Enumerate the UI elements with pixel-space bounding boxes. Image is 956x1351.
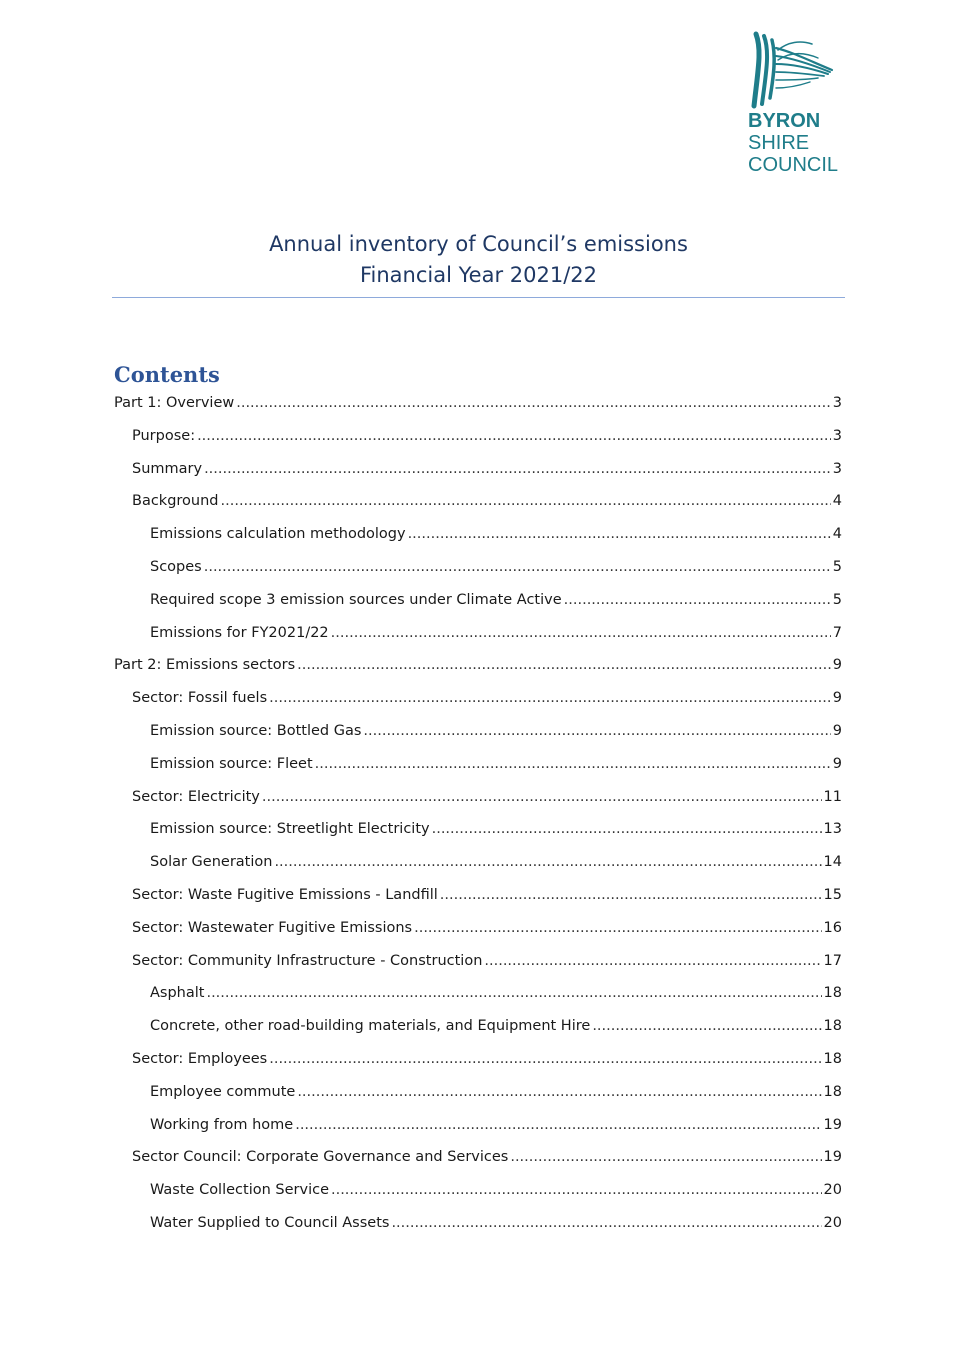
toc-entry[interactable] bbox=[150, 851, 842, 873]
toc-entry-label: Emissions for FY2021/22 bbox=[150, 624, 329, 641]
toc-entry[interactable] bbox=[132, 1048, 842, 1070]
toc-entry[interactable] bbox=[132, 950, 842, 972]
toc-entry[interactable] bbox=[150, 622, 842, 644]
toc-page-number: 18 bbox=[823, 1018, 842, 1035]
toc-dot-leader bbox=[363, 720, 830, 742]
toc-entry-label: Asphalt bbox=[150, 985, 205, 1002]
logo-line-council: COUNCIL bbox=[748, 154, 839, 176]
toc-entry-label: Working from home bbox=[150, 1116, 294, 1133]
toc-dot-leader bbox=[206, 982, 821, 1004]
logo-line-byron: BYRON bbox=[748, 110, 821, 132]
toc-entry-label: Emission source: Fleet bbox=[150, 755, 313, 772]
toc-entry-label: Required scope 3 emission sources under Climate Active bbox=[150, 591, 562, 608]
toc-entry[interactable] bbox=[132, 884, 842, 906]
toc-page-number: 4 bbox=[832, 526, 842, 543]
toc-dot-leader bbox=[274, 851, 821, 873]
toc-entry[interactable] bbox=[132, 786, 842, 808]
toc-entry-label: Sector: Fossil fuels bbox=[132, 690, 268, 707]
byron-shire-wave-logo-icon bbox=[748, 30, 836, 110]
toc-entry-label: Summary bbox=[132, 460, 203, 477]
toc-entry-label: Concrete, other road-building materials, and Equipment Hire bbox=[150, 1018, 591, 1035]
toc-page-number: 18 bbox=[823, 985, 842, 1002]
toc-entry[interactable] bbox=[132, 458, 842, 480]
toc-entry[interactable] bbox=[132, 490, 842, 512]
toc-entry[interactable] bbox=[150, 523, 842, 545]
toc-entry[interactable] bbox=[150, 589, 842, 611]
title-line-2: Financial Year 2021/22 bbox=[359, 263, 597, 287]
toc-page-number: 20 bbox=[823, 1182, 842, 1199]
toc-page-number: 13 bbox=[823, 821, 842, 838]
toc-entry[interactable] bbox=[132, 425, 842, 447]
toc-dot-leader bbox=[204, 458, 831, 480]
toc-entry[interactable] bbox=[132, 687, 842, 709]
toc-dot-leader bbox=[414, 917, 821, 939]
toc-dot-leader bbox=[197, 425, 831, 447]
toc-dot-leader bbox=[269, 687, 831, 709]
toc-dot-leader bbox=[236, 392, 831, 414]
toc-entry[interactable] bbox=[150, 1212, 842, 1234]
toc-entry-label: Sector: Wastewater Fugitive Emissions bbox=[132, 919, 413, 936]
toc-entry-label: Sector: Community Infrastructure - Construction bbox=[132, 952, 483, 969]
toc-dot-leader bbox=[510, 1146, 821, 1168]
toc-page-number: 3 bbox=[832, 427, 842, 444]
toc-dot-leader bbox=[295, 1114, 821, 1136]
toc-page-number: 15 bbox=[823, 887, 842, 903]
toc-dot-leader bbox=[315, 753, 831, 775]
toc-entry[interactable] bbox=[150, 720, 842, 742]
toc-dot-leader bbox=[484, 950, 821, 972]
toc-entry-label: Scopes bbox=[150, 559, 202, 575]
toc-dot-leader bbox=[331, 1179, 822, 1201]
toc-dot-leader bbox=[262, 786, 822, 808]
toc-dot-leader bbox=[440, 884, 822, 906]
toc-entry-label: Waste Collection Service bbox=[150, 1182, 329, 1199]
toc-dot-leader bbox=[221, 490, 831, 512]
toc-dot-leader bbox=[297, 654, 831, 676]
toc-page-number: 19 bbox=[823, 1149, 842, 1166]
toc-dot-leader bbox=[408, 523, 831, 545]
toc-page-number: 16 bbox=[823, 919, 842, 936]
logo-line-shire: SHIRE bbox=[748, 132, 810, 154]
toc-entry-label: Purpose: bbox=[132, 427, 196, 444]
toc-page-number: 9 bbox=[832, 657, 842, 674]
toc-page-number: 19 bbox=[823, 1116, 842, 1133]
toc-entry-label: Sector: Waste Fugitive Emissions - Landfill bbox=[132, 887, 438, 903]
toc-entry[interactable] bbox=[150, 818, 842, 840]
toc-page-number: 14 bbox=[823, 854, 842, 871]
toc-entry-label: Emission source: Bottled Gas bbox=[150, 723, 362, 739]
toc-page-number: 3 bbox=[832, 460, 842, 477]
toc-entry[interactable] bbox=[114, 654, 842, 676]
toc-entry[interactable] bbox=[150, 1081, 842, 1103]
toc-entry[interactable] bbox=[150, 753, 842, 775]
toc-entry-label: Part 2: Emissions sectors bbox=[114, 657, 296, 674]
toc-page-number: 9 bbox=[832, 755, 842, 772]
toc-page-number: 17 bbox=[823, 952, 842, 969]
toc-entry-label: Water Supplied to Council Assets bbox=[150, 1215, 390, 1231]
toc-entry-label: Sector: Employees bbox=[132, 1051, 268, 1067]
toc-entry[interactable] bbox=[150, 982, 842, 1004]
title-divider bbox=[112, 297, 845, 298]
toc-entry[interactable] bbox=[150, 1015, 842, 1037]
toc-entry-label: Emissions calculation methodology bbox=[150, 526, 406, 543]
toc-entry-label: Employee commute bbox=[150, 1083, 296, 1100]
toc-dot-leader bbox=[564, 589, 831, 611]
toc-entry-label: Sector Council: Corporate Governance and Services bbox=[132, 1149, 509, 1166]
toc-page-number: 9 bbox=[832, 690, 842, 707]
toc-dot-leader bbox=[391, 1212, 821, 1234]
toc-entry[interactable] bbox=[132, 917, 842, 939]
toc-entry[interactable] bbox=[132, 1146, 842, 1168]
toc-entry[interactable] bbox=[150, 556, 842, 578]
toc-dot-leader bbox=[432, 818, 822, 840]
toc-page-number: 18 bbox=[823, 1051, 842, 1067]
contents-heading: Contents bbox=[114, 362, 220, 387]
toc-entry[interactable] bbox=[150, 1179, 842, 1201]
toc-dot-leader bbox=[297, 1081, 821, 1103]
toc-entry[interactable] bbox=[150, 1114, 842, 1136]
toc-entry-label: Solar Generation bbox=[150, 854, 273, 871]
toc-page-number: 20 bbox=[823, 1215, 842, 1231]
toc-entry-label: Emission source: Streetlight Electricity bbox=[150, 821, 430, 838]
toc-page-number: 3 bbox=[832, 395, 842, 411]
toc-page-number: 5 bbox=[832, 591, 842, 608]
toc-entry-label: Background bbox=[132, 493, 219, 510]
toc-page-number: 9 bbox=[832, 723, 842, 739]
toc-page-number: 11 bbox=[823, 788, 842, 805]
toc-page-number: 4 bbox=[832, 493, 842, 510]
toc-page-number: 5 bbox=[832, 559, 842, 575]
toc-entry-label: Part 1: Overview bbox=[114, 395, 235, 411]
toc-dot-leader bbox=[331, 622, 831, 644]
title-line-1: Annual inventory of Council’s emissions bbox=[269, 232, 688, 256]
toc-dot-leader bbox=[269, 1048, 821, 1070]
document-title bbox=[112, 229, 845, 291]
toc-dot-leader bbox=[204, 556, 831, 578]
toc-page-number: 18 bbox=[823, 1083, 842, 1100]
council-logo bbox=[748, 30, 848, 176]
toc-page-number: 7 bbox=[832, 624, 842, 641]
toc-entry-label: Sector: Electricity bbox=[132, 788, 260, 805]
toc-dot-leader bbox=[592, 1015, 821, 1037]
toc-entry[interactable] bbox=[114, 392, 842, 414]
